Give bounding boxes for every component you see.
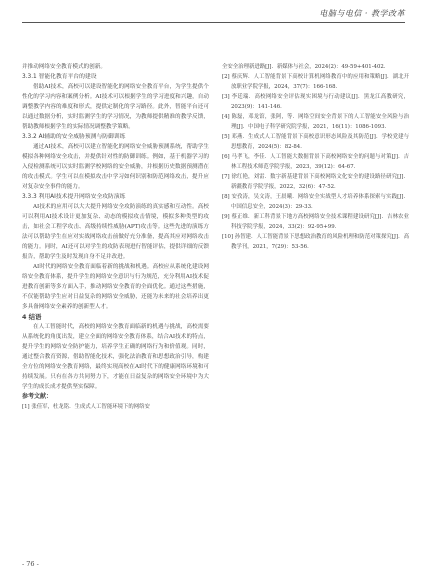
section-3-3-1-body: 借助AI技术，高校可以建设智能化的网络安全教育平台，为学生提供个性化的学习内容和案例分析。AI技术可以根据学生的学习进度和兴趣，自动调整教学内容的难度和形式，提供定制化的学习路径。此外，智能平台还可以通过数据分析，实时监测学生的学习情况，为教师提供精准的教学反馈，帮助教师根据学生的实际情况调整教学策略。 — [22, 84, 209, 130]
reference-item: [4] 陈磊，邓龙馆，张阿，等．网络空间安全背景下的人工智能安全风险与治理[J]．中国电子科学研究院学报，2021，16(11)：1086-1093． — [222, 114, 409, 130]
reference-item: [10] 孙智建．人工智能背景下思想政治教育的风险机理和防范对策探究[J]．高教学刊，2021，7(29)：53-56． — [222, 234, 409, 250]
reference-item: [6] 马孝飞，李佳．人工智能大数据背景下高校网络安全的问题与对策[J]．吉林工程技术师范学院学报，2023，39(12)：64-67． — [222, 154, 409, 170]
conclusion-body: 在人工智能时代，高校的网络安全教育面临新的机遇与挑战，高校需要从系统化的角度出发，建立全面的网络安全教育体系，结合AI技术的特点，提升学生的网络安全防护能力，培养学生正确的网络行为和价值观。同时，通过整合教育资源，借助智能化技术，强化法治教育和思想政治引导，构建全方位的网络安全教育网络，最终实现高校在AI时代下的健康网络环境和可持续发展。只有在各方共同努力下，才能在日益复杂的网络安全环境中为大学生的成长成才提供坚实保障。 — [22, 324, 209, 390]
header-divider — [22, 22, 405, 23]
intro-text: 并推动网络安全教育模式的创新。 — [22, 64, 106, 70]
page-number: - 76 - — [22, 560, 39, 568]
journal-header: 电脑与电信 · 教学改革 — [319, 9, 405, 18]
reference-item: 全安全治理新进路[J]．新媒体与社会，2024(2)：49-59+401-402． — [222, 64, 390, 70]
section-3-3-3-body: AI技术的应用可以大大提升网络安全攻防演练的真实感和互动性。高校可以利用AI技术设计更加复杂、动态的模拟攻击情境，模拟多种类型的攻击，如社会工程学攻击、高级持续性威胁(APT)攻击等。这些先进的演练方法可以帮助学生在应对实战网络攻击前做好充分准备，提高其应对网络攻击的能力。同时，AI还可以对学生的攻防表现进行智能评估，提供详细的反馈报告，帮助学生及时发现自身不足并改进。 — [22, 204, 209, 260]
reference-item: [1] 张佳军，杜龙铭．生成式人工智能环境下的网络安 — [22, 404, 150, 410]
section-3-3-2-body: 通过AI技术，高校可以建立智能化的网络安全威胁预测系统，帮助学生模拟各种网络安全攻击，并提供针对性的防御训练。例如，基于机器学习的入侵检测系统可以实时监测学校网络的安全威胁，并根据历史数据预测潜在的攻击模式。学生可以在模拟攻击中学习如何识别和防范网络攻击，提升应对复杂安全事件的能力。 — [22, 144, 209, 190]
references-heading: 参考文献： — [22, 393, 53, 400]
right-column — [222, 62, 409, 252]
section-3-3-3-heading: 3.3.3 利用AI技术提升网络安全攻防演练 — [22, 194, 126, 200]
reference-item: [3] 李廷瑞．高校网络安全评估现实困境与行动建议[J]．黑龙江高教研究，2023(9)：141-146． — [222, 94, 409, 110]
section-3-3-2-heading: 3.3.2 AI辅助的安全威胁预测与防御训练 — [22, 134, 126, 140]
conclusion-heading: 4 结语 — [22, 313, 42, 321]
reference-item: [5] 邓燕．生成式人工智能背景下高校意识形态风险及其防范[J]．学校党建与思想教育，2024(5)：82-84． — [222, 134, 409, 150]
reference-item: [7] 徐红艳，刘雷．数字新基建背景下高校网络文化安全的建设路径研究[J]．新疆教育学院学报，2022，32(6)：47-52． — [222, 174, 409, 190]
reference-item: [8] 安孜涛，吴文涛，王晨曦．网络安全实战型人才培养体系探索与实践[J]．中国信息安全，2024(3)：29-33． — [222, 194, 409, 210]
section-3-3-3-body-2: AI时代的网络安全教育面临着新的挑战和机遇。高校应从系统化建设网络安全教育体系，提升学生的网络安全意识与行为规范，充分利用AI技术促进教育创新等多方面入手，推动网络安全教育的全面优化。通过这些措施，不仅能帮助学生应对日益复杂的网络安全威胁，还能为未来的社会培养出更多具备网络安全素养的创新型人才。 — [22, 264, 209, 310]
section-3-3-1-heading: 3.3.1 智能化教育平台的建设 — [22, 74, 97, 80]
reference-item: [2] 蔡庆辉．人工智能背景下高校计算机网络教育中的应用和策略[J]．湖北开放职业学院学报，2024，37(7)：166-168． — [222, 74, 409, 90]
reference-item: [9] 蔡正维．新工科背景下地方高校网络安全技术课程建设研究[J]．吉林农业科技学院学报，2024，33(2)：92-95+99． — [222, 214, 409, 230]
left-column — [22, 62, 209, 412]
